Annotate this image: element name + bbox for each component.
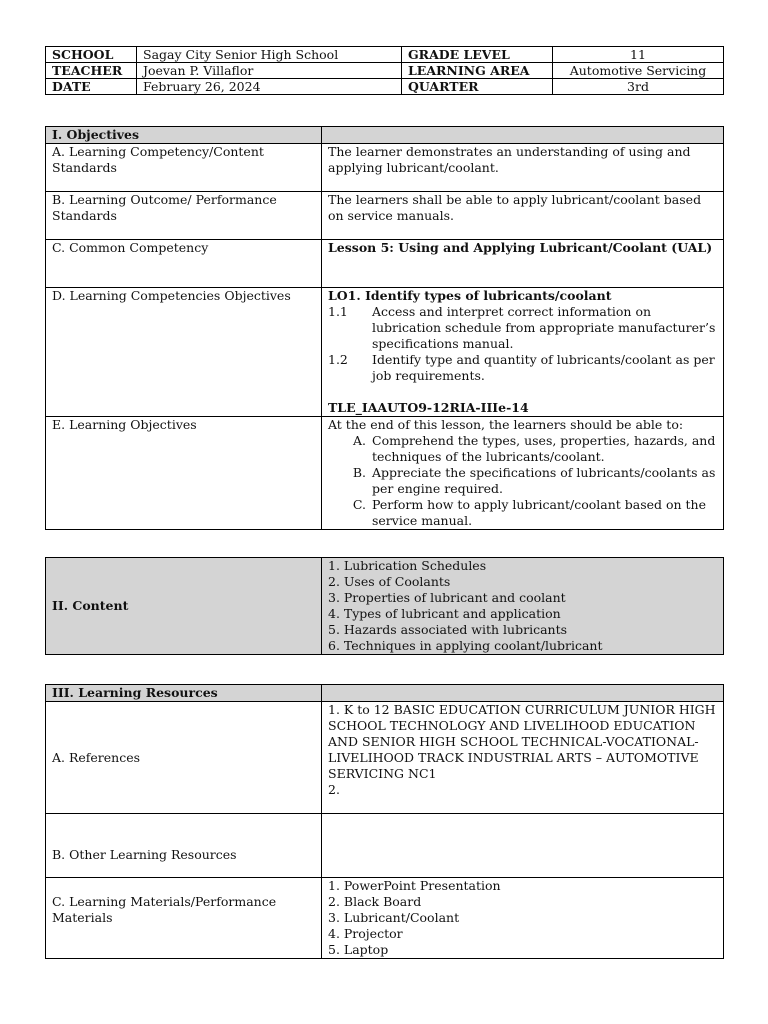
grade-value: 11	[553, 47, 724, 63]
school-value: Sagay City Senior High School	[137, 47, 402, 63]
objective-c-label: C. Common Competency	[46, 240, 322, 288]
objectives-title: I. Objectives	[46, 127, 322, 144]
grade-label: GRADE LEVEL	[402, 47, 553, 63]
resources-title: III. Learning Resources	[46, 685, 322, 702]
date-value: February 26, 2024	[137, 79, 402, 95]
material-item: 4. Projector	[328, 926, 403, 941]
material-item: 5. Laptop	[328, 942, 389, 957]
materials-label: C. Learning Materials/Performance Materials	[46, 878, 322, 959]
lo-item-text: Identify type and quantity of lubricants/coolant as per job requirements.	[372, 352, 715, 383]
content-item: 4. Types of lubricant and application	[328, 606, 561, 621]
material-item: 1. PowerPoint Presentation	[328, 878, 501, 893]
teacher-label: TEACHER	[46, 63, 137, 79]
content-list	[322, 558, 724, 655]
content-item: 6. Techniques in applying coolant/lubricant	[328, 638, 603, 653]
objective-e-text: Appreciate the specifications of lubricants/coolants as per engine required.	[372, 465, 716, 496]
objective-e-label: E. Learning Objectives	[46, 417, 322, 530]
objectives-table	[45, 126, 724, 530]
objective-e-item	[328, 465, 717, 497]
content-title: II. Content	[46, 558, 322, 655]
teacher-value: Joevan P. Villaflor	[137, 63, 402, 79]
other-resources-label: B. Other Learning Resources	[46, 814, 322, 878]
date-label: DATE	[46, 79, 137, 95]
objective-a-value: The learner demonstrates an understanding of using and applying lubricant/coolant.	[322, 144, 724, 192]
lo-item	[328, 352, 717, 384]
objective-e-value	[322, 417, 724, 530]
competency-code: TLE_IAAUTO9-12RIA-IIIe-14	[328, 400, 529, 415]
objective-e-letter: A.	[352, 433, 366, 448]
quarter-value: 3rd	[553, 79, 724, 95]
content-item: 3. Properties of lubricant and coolant	[328, 590, 566, 605]
resources-table	[45, 684, 724, 959]
area-value: Automotive Servicing	[553, 63, 724, 79]
material-item: 3. Lubricant/Coolant	[328, 910, 460, 925]
content-item: 2. Uses of Coolants	[328, 574, 451, 589]
lo-item-num: 1.2	[328, 352, 348, 367]
objective-d-label: D. Learning Competencies Objectives	[46, 288, 322, 417]
objective-e-list	[328, 433, 717, 529]
objective-e-letter: B.	[352, 465, 366, 480]
references-label: A. References	[46, 702, 322, 814]
objective-e-text: Perform how to apply lubricant/coolant based on the service manual.	[372, 497, 707, 528]
objective-e-item	[328, 433, 717, 465]
objective-b-value: The learners shall be able to apply lubricant/coolant based on service manuals.	[322, 192, 724, 240]
objective-c-value: Lesson 5: Using and Applying Lubricant/Coolant (UAL)	[322, 240, 724, 288]
lo-item-text: Access and interpret correct information on lubrication schedule from appropriate manufacturer’s specifications manual.	[372, 304, 716, 351]
material-item: 2. Black Board	[328, 894, 422, 909]
references-list	[322, 702, 724, 814]
objectives-title-blank	[322, 127, 724, 144]
objective-d-value	[322, 288, 724, 417]
objective-e-text: Comprehend the types, uses, properties, hazards, and techniques of the lubricants/coolant.	[372, 433, 716, 464]
objective-e-item	[328, 497, 717, 529]
lo-item	[328, 304, 717, 352]
objective-b-label: B. Learning Outcome/ Performance Standards	[46, 192, 322, 240]
reference-item: 2.	[328, 782, 340, 797]
lo1-title: LO1. Identify types of lubricants/coolant	[328, 288, 612, 303]
reference-item: 1. K to 12 BASIC EDUCATION CURRICULUM JUNIOR HIGH SCHOOL TECHNOLOGY AND LIVELIHOOD EDUCATION AND SENIOR HIGH SCHOOL TECHNICAL-VOCATIONAL-LIVELIHOOD TRACK INDUSTRIAL ARTS – AUTOMOTIVE SERVICING NC1	[328, 702, 716, 781]
resources-title-blank	[322, 685, 724, 702]
area-label: LEARNING AREA	[402, 63, 553, 79]
lo-item-num: 1.1	[328, 304, 348, 319]
content-item: 5. Hazards associated with lubricants	[328, 622, 568, 637]
school-label: SCHOOL	[46, 47, 137, 63]
objective-e-intro: At the end of this lesson, the learners should be able to:	[328, 417, 684, 432]
content-item: 1. Lubrication Schedules	[328, 558, 487, 573]
objective-e-letter: C.	[352, 497, 366, 512]
content-table	[45, 557, 724, 655]
materials-list	[322, 878, 724, 959]
objective-a-label: A. Learning Competency/Content Standards	[46, 144, 322, 192]
other-resources-value	[322, 814, 724, 878]
quarter-label: QUARTER	[402, 79, 553, 95]
header-table	[45, 46, 724, 95]
